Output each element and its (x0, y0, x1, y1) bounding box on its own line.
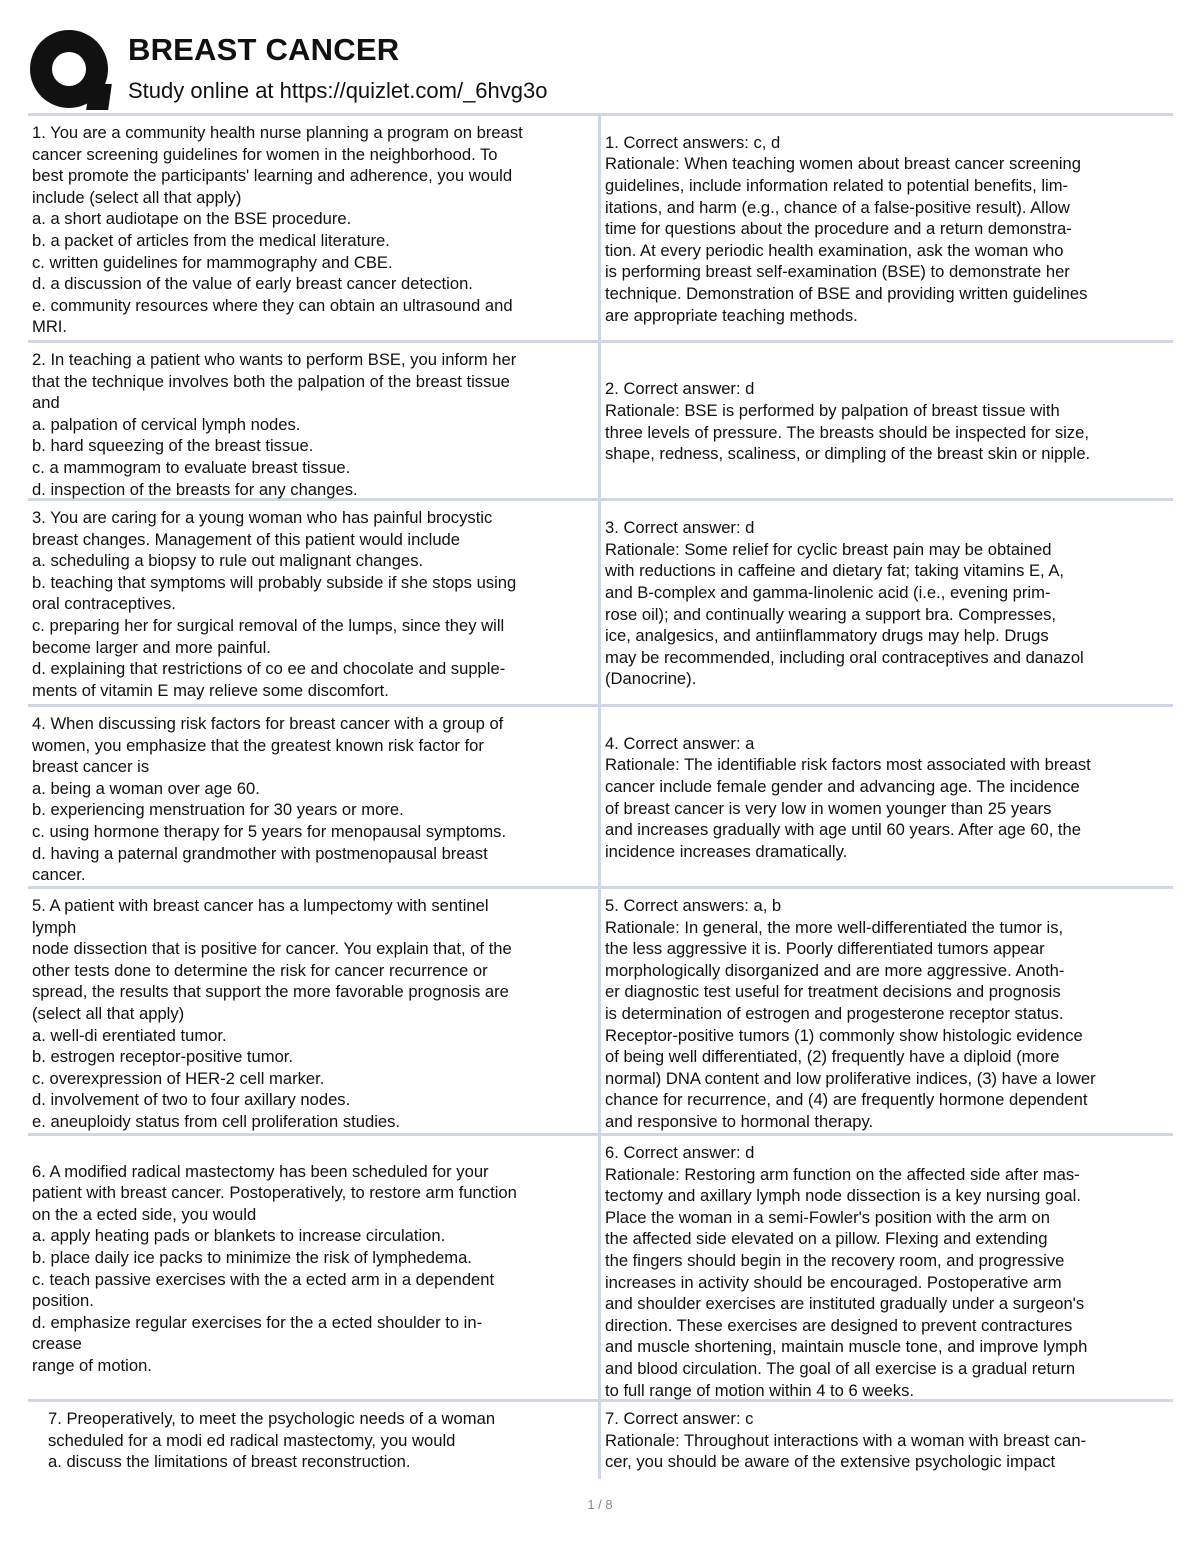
answer-5: 5. Correct answers: a, b Rationale: In general, the more well-differentiated the tumor is, the less aggressive it is. Poorly differentiated tumors appear morphologically disorganized and are more aggressive. Anoth- er diagnostic test useful for treatment decisions and prognosis is determination of estrogen and progesterone receptor status. Receptor-positive tumors (1) commonly show histologic evidence of being well differentiated, (2) frequently have a diploid (more normal) DNA content and low proliferative indices, (3) have a lower chance for recurrence, and (4) are frequently hormone dependent and responsive to hormonal therapy. (598, 889, 1173, 1133)
study-link-text: Study online at https://quizlet.com/_6hvg3o (128, 78, 548, 103)
card-row-4 (28, 704, 1173, 886)
card-row-3 (28, 498, 1173, 704)
question-5: 5. A patient with breast cancer has a lumpectomy with sentinel lymph node dissection that is positive for cancer. You explain that, of the other tests done to determine the risk for cancer recurrence or spread, the results that support the more favorable prognosis are (select all that apply) a. well-di erentiated tumor. b. estrogen receptor-positive tumor. c. overexpression of HER-2 cell marker. d. involvement of two to four axillary nodes. e. aneuploidy status from cell proliferation studies. (32, 896, 512, 1131)
flashcard-table (28, 113, 1173, 1479)
page-title: BREAST CANCER (128, 32, 400, 67)
answer-3: 3. Correct answer: d Rationale: Some relief for cyclic breast pain may be obtained with reductions in caffeine and dietary fat; taking vitamins E, A, and B-complex and gamma-linolenic acid (i.e., evening prim- rose oil); and continually wearing a support bra. Compresses, ice, analgesics, and antiinflammatory drugs may help. Drugs may be recommended, including oral contraceptives and danazol (Danocrine). (598, 501, 1173, 704)
answer-1: 1. Correct answers: c, d Rationale: When teaching women about breast cancer screening guidelines, include information related to potential benefits, lim- itations, and harm (e.g., chance of a false-positive result). Allow time for questions about the procedure and a return demonstra- tion. At every periodic health examination, ask the woman who is performing breast self-examination (BSE) to demonstrate her technique. Demonstration of BSE and providing written guidelines are appropriate teaching methods. (598, 116, 1173, 340)
page-number: 1 / 8 (587, 1497, 613, 1512)
card-row-1 (28, 113, 1173, 340)
question-6: 6. A modified radical mastectomy has been scheduled for your patient with breast cancer. Postoperatively, to restore arm function on the a ected side, you would a. apply heating pads or blankets to increase circulation. b. place daily ice packs to minimize the risk of lymphedema. c. teach passive exercises with the a ected arm in a dependent position. d. emphasize regular exercises for the a ected shoulder to in- crease range of motion. (32, 1161, 517, 1375)
page-header (28, 28, 1178, 110)
answer-2: 2. Correct answer: d Rationale: BSE is performed by palpation of breast tissue with three levels of pressure. The breasts should be inspected for size, shape, redness, scaliness, or dimpling of the breast skin or nipple. (598, 343, 1173, 498)
card-row-5 (28, 886, 1173, 1133)
quizlet-logo-tail (86, 84, 112, 110)
answer-7: 7. Correct answer: c Rationale: Throughout interactions with a woman with breast can- cer, you should be aware of the extensive psychologic impact (598, 1402, 1173, 1479)
question-4: 4. When discussing risk factors for breast cancer with a group of women, you emphasize that the greatest known risk factor for breast cancer is a. being a woman over age 60. b. experiencing menstruation for 30 years or more. c. using hormone therapy for 5 years for menopausal symptoms. d. having a paternal grandmother with postmenopausal breast cancer. (32, 714, 507, 885)
question-2: 2. In teaching a patient who wants to perform BSE, you inform her that the technique involves both the palpation of the breast tissue and a. palpation of cervical lymph nodes. b. hard squeezing of the breast tissue. c. a mammogram to evaluate breast tissue. d. inspection of the breasts for any changes. (32, 350, 517, 499)
answer-6: 6. Correct answer: d Rationale: Restoring arm function on the affected side after mas- tectomy and axillary lymph node dissection is a key nursing goal. Place the woman in a semi-Fowler's position with the arm on the affected side elevated on a pillow. Flexing and extending the fingers should begin in the recovery room, and progressive increases in activity should be encouraged. Postoperative arm and shoulder exercises are instituted gradually under a surgeon's direction. These exercises are designed to prevent contractures and muscle shortening, maintain muscle tone, and improve lymph and blood circulation. The goal of all exercise is a gradual return to full range of motion within 4 to 6 weeks. (598, 1136, 1173, 1399)
question-3: 3. You are caring for a young woman who has painful brocystic breast changes. Management of this patient would include a. scheduling a biopsy to rule out malignant changes. b. teaching that symptoms will probably subside if she stops using oral contraceptives. c. preparing her for surgical removal of the lumps, since they will become larger and more painful. d. explaining that restrictions of co ee and chocolate and supple- ments of vitamin E may relieve some discomfort. (32, 508, 517, 700)
card-row-2 (28, 340, 1173, 498)
card-row-7 (28, 1399, 1173, 1479)
answer-4: 4. Correct answer: a Rationale: The identifiable risk factors most associated with breast cancer include female gender and advancing age. The incidence of breast cancer is very low in women younger than 25 years and increases gradually with age until 60 years. After age 60, the incidence increases dramatically. (598, 707, 1173, 886)
question-7: 7. Preoperatively, to meet the psychologic needs of a woman scheduled for a modi ed radical mastectomy, you would a. discuss the limitations of breast reconstruction. (48, 1409, 496, 1472)
card-row-6 (28, 1133, 1173, 1399)
question-1: 1. You are a community health nurse planning a program on breast cancer screening guidelines for women in the neighborhood. To best promote the participants' learning and adherence, you would include (select all that apply) a. a short audiotape on the BSE procedure. b. a packet of articles from the medical literature. c. written guidelines for mammography and CBE. d. a discussion of the value of early breast cancer detection. e. community resources where they can obtain an ultrasound and MRI. (32, 123, 523, 337)
